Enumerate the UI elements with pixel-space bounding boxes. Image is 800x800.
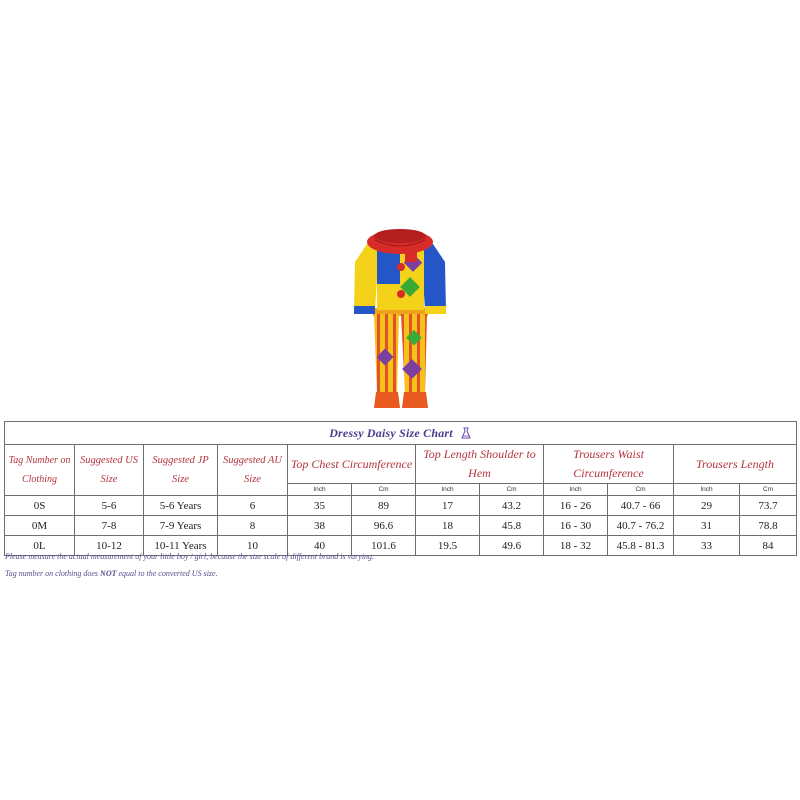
cell-chest-inch: 38	[288, 516, 352, 536]
unit-label: Inch	[674, 484, 740, 496]
table-row	[5, 516, 797, 536]
cell-trousers-length-inch: 29	[674, 496, 740, 516]
table-row	[5, 496, 797, 516]
cell-length-inch: 19.5	[416, 536, 480, 556]
size-chart-table	[4, 421, 797, 556]
cell-jp: 5-6 Years	[144, 496, 218, 516]
unit-label: Inch	[544, 484, 608, 496]
cell-jp: 7-9 Years	[144, 516, 218, 536]
cell-length-inch: 17	[416, 496, 480, 516]
cell-trousers-length-inch: 33	[674, 536, 740, 556]
header-au-size: Suggested AU Size	[218, 445, 288, 496]
header-us-size: Suggested US Size	[75, 445, 144, 496]
header-tag-number: Tag Number on Clothing	[5, 445, 75, 496]
cell-chest-cm: 89	[352, 496, 416, 516]
cell-us: 5-6	[75, 496, 144, 516]
cell-waist-inch: 16 - 26	[544, 496, 608, 516]
cell-au: 6	[218, 496, 288, 516]
cell-trousers-length-cm: 73.7	[740, 496, 797, 516]
header-top-chest: Top Chest Circumference	[288, 445, 416, 484]
cell-tag: 0S	[5, 496, 75, 516]
chart-title-row	[5, 422, 797, 445]
cell-trousers-length-cm: 84	[740, 536, 797, 556]
unit-label: Cm	[608, 484, 674, 496]
cell-length-cm: 49.6	[480, 536, 544, 556]
header-trousers-length: Trousers Length	[674, 445, 797, 484]
cell-waist-cm: 40.7 - 66	[608, 496, 674, 516]
cell-trousers-length-inch: 31	[674, 516, 740, 536]
chart-title: Dressy Daisy Size Chart	[329, 426, 453, 440]
cell-au: 8	[218, 516, 288, 536]
cell-us: 7-8	[75, 516, 144, 536]
cell-waist-cm: 40.7 - 76.2	[608, 516, 674, 536]
cell-chest-cm: 101.6	[352, 536, 416, 556]
unit-label: Inch	[288, 484, 352, 496]
header-top-length: Top Length Shoulder to Hem	[416, 445, 544, 484]
cell-us: 10-12	[75, 536, 144, 556]
cell-jp: 10-11 Years	[144, 536, 218, 556]
dress-icon	[460, 427, 472, 439]
cell-tag: 0L	[5, 536, 75, 556]
cell-length-cm: 45.8	[480, 516, 544, 536]
tag-note-prefix: Tag number on clothing does	[5, 569, 101, 578]
cell-tag: 0M	[5, 516, 75, 536]
tag-note-not: NOT	[100, 569, 117, 578]
cell-waist-cm: 45.8 - 81.3	[608, 536, 674, 556]
unit-label: Cm	[352, 484, 416, 496]
cell-chest-cm: 96.6	[352, 516, 416, 536]
cell-au: 10	[218, 536, 288, 556]
tag-note-suffix: equal to the converted US size.	[116, 569, 218, 578]
measure-note: Please measure the actual measurement of your little boy / girl, because the size scale of different brand is varying.	[5, 552, 375, 561]
header-jp-size: Suggested JP Size	[144, 445, 218, 496]
cell-chest-inch: 35	[288, 496, 352, 516]
tag-note	[5, 569, 218, 578]
cell-waist-inch: 18 - 32	[544, 536, 608, 556]
unit-label: Inch	[416, 484, 480, 496]
unit-label: Cm	[480, 484, 544, 496]
cell-trousers-length-cm: 78.8	[740, 516, 797, 536]
cell-waist-inch: 16 - 30	[544, 516, 608, 536]
cell-length-inch: 18	[416, 516, 480, 536]
unit-label: Cm	[740, 484, 797, 496]
cell-length-cm: 43.2	[480, 496, 544, 516]
cell-chest-inch: 40	[288, 536, 352, 556]
clown-costume-image	[345, 222, 455, 412]
header-trousers-waist: Trousers Waist Circumference	[544, 445, 674, 484]
